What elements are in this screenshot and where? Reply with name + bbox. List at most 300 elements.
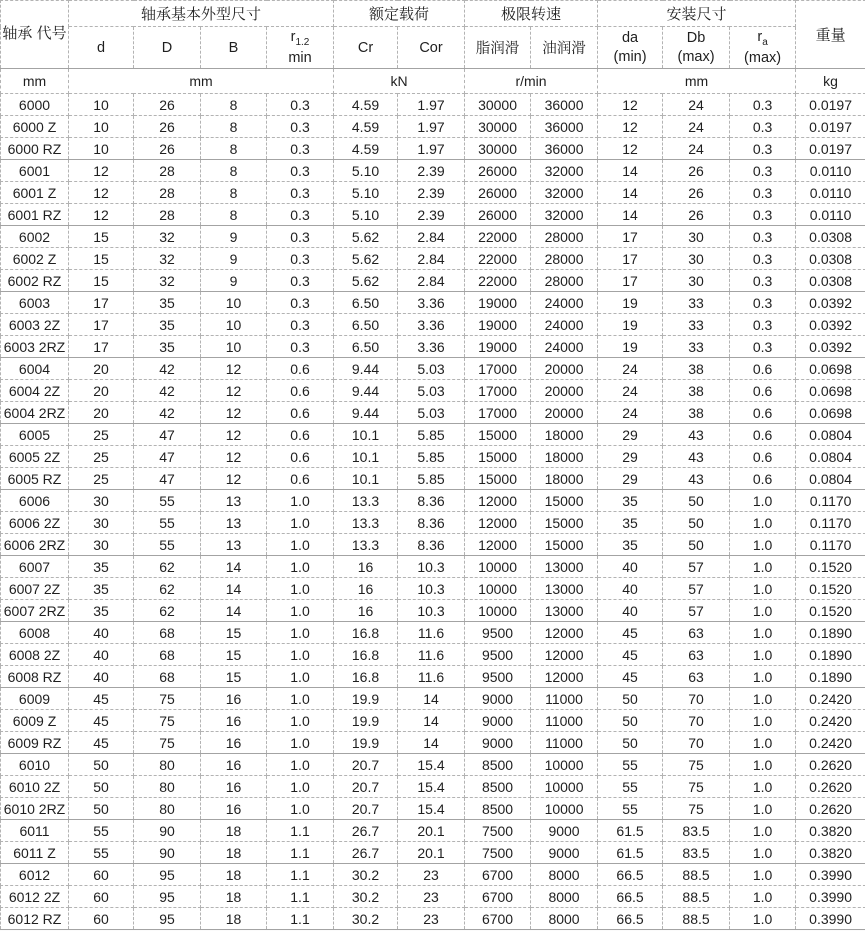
cell-Cor: 23 (398, 886, 465, 908)
cell-grease_rpm: 6700 (465, 886, 531, 908)
cell-Cr: 5.10 (334, 160, 398, 182)
bearing-code: 6011 (1, 820, 69, 842)
cell-d: 20 (69, 402, 134, 424)
cell-oil_rpm: 12000 (531, 666, 598, 688)
cell-weight_kg: 0.2420 (796, 710, 865, 732)
cell-oil_rpm: 12000 (531, 644, 598, 666)
cell-r12_min: 1.0 (267, 666, 334, 688)
bearing-code: 6002 RZ (1, 270, 69, 292)
bearing-code: 6008 (1, 622, 69, 644)
cell-grease_rpm: 22000 (465, 248, 531, 270)
cell-r12_min: 0.3 (267, 226, 334, 248)
cell-d: 20 (69, 380, 134, 402)
cell-r12_min: 1.0 (267, 754, 334, 776)
cell-oil_rpm: 10000 (531, 754, 598, 776)
cell-ra_max: 0.3 (730, 160, 796, 182)
cell-Cr: 30.2 (334, 864, 398, 886)
cell-Cr: 16.8 (334, 666, 398, 688)
cell-d: 30 (69, 490, 134, 512)
cell-Db_max: 38 (663, 358, 730, 380)
cell-grease_rpm: 10000 (465, 556, 531, 578)
cell-r12_min: 0.3 (267, 248, 334, 270)
cell-D: 90 (134, 820, 201, 842)
cell-Cr: 4.59 (334, 94, 398, 116)
table-row (1, 534, 865, 556)
cell-d: 17 (69, 314, 134, 336)
cell-r12_min: 0.3 (267, 182, 334, 204)
table-row (1, 402, 865, 424)
cell-d: 60 (69, 908, 134, 930)
unit-code: mm (1, 69, 69, 94)
cell-oil_rpm: 28000 (531, 270, 598, 292)
cell-d: 50 (69, 776, 134, 798)
cell-D: 55 (134, 490, 201, 512)
cell-da_min: 12 (598, 94, 663, 116)
cell-oil_rpm: 10000 (531, 776, 598, 798)
cell-d: 15 (69, 270, 134, 292)
cell-d: 20 (69, 358, 134, 380)
cell-r12_min: 0.6 (267, 380, 334, 402)
cell-D: 90 (134, 842, 201, 864)
cell-grease_rpm: 30000 (465, 116, 531, 138)
cell-grease_rpm: 19000 (465, 314, 531, 336)
cell-ra_max: 1.0 (730, 512, 796, 534)
cell-B: 15 (201, 644, 267, 666)
cell-weight_kg: 0.0392 (796, 336, 865, 358)
cell-B: 16 (201, 710, 267, 732)
table-row (1, 776, 865, 798)
unit-mounting: mm (598, 69, 796, 94)
bearing-code: 6010 (1, 754, 69, 776)
cell-da_min: 35 (598, 512, 663, 534)
cell-Db_max: 75 (663, 798, 730, 820)
cell-D: 62 (134, 578, 201, 600)
cell-grease_rpm: 12000 (465, 534, 531, 556)
cell-Cr: 5.10 (334, 182, 398, 204)
cell-D: 80 (134, 754, 201, 776)
cell-oil_rpm: 18000 (531, 468, 598, 490)
table-row (1, 182, 865, 204)
header-d: d (69, 27, 134, 69)
bearing-code: 6001 RZ (1, 204, 69, 226)
cell-d: 10 (69, 138, 134, 160)
cell-Db_max: 30 (663, 248, 730, 270)
cell-Db_max: 83.5 (663, 820, 730, 842)
cell-Cor: 3.36 (398, 336, 465, 358)
cell-B: 13 (201, 534, 267, 556)
cell-grease_rpm: 15000 (465, 424, 531, 446)
cell-d: 40 (69, 622, 134, 644)
cell-weight_kg: 0.1520 (796, 578, 865, 600)
cell-D: 68 (134, 666, 201, 688)
cell-ra_max: 0.3 (730, 226, 796, 248)
cell-Cr: 16.8 (334, 644, 398, 666)
cell-weight_kg: 0.2620 (796, 798, 865, 820)
bearing-code: 6009 Z (1, 710, 69, 732)
cell-weight_kg: 0.3820 (796, 820, 865, 842)
header-B: B (201, 27, 267, 69)
cell-ra_max: 0.6 (730, 402, 796, 424)
table-row (1, 512, 865, 534)
table-row (1, 270, 865, 292)
table-row (1, 666, 865, 688)
cell-B: 14 (201, 578, 267, 600)
cell-weight_kg: 0.0110 (796, 182, 865, 204)
cell-da_min: 66.5 (598, 864, 663, 886)
cell-B: 10 (201, 314, 267, 336)
bearing-code: 6012 (1, 864, 69, 886)
cell-ra_max: 1.0 (730, 908, 796, 930)
cell-weight_kg: 0.2420 (796, 688, 865, 710)
cell-d: 25 (69, 424, 134, 446)
cell-Cr: 16 (334, 556, 398, 578)
bearing-code: 6012 RZ (1, 908, 69, 930)
cell-Db_max: 26 (663, 204, 730, 226)
cell-r12_min: 1.1 (267, 820, 334, 842)
cell-grease_rpm: 9000 (465, 688, 531, 710)
cell-oil_rpm: 20000 (531, 380, 598, 402)
cell-D: 80 (134, 798, 201, 820)
table-row (1, 820, 865, 842)
cell-Cor: 23 (398, 908, 465, 930)
cell-Db_max: 33 (663, 336, 730, 358)
cell-weight_kg: 0.1520 (796, 556, 865, 578)
cell-d: 17 (69, 336, 134, 358)
cell-Cr: 6.50 (334, 336, 398, 358)
cell-weight_kg: 0.2620 (796, 776, 865, 798)
cell-da_min: 24 (598, 402, 663, 424)
cell-D: 68 (134, 622, 201, 644)
cell-ra_max: 1.0 (730, 622, 796, 644)
bearing-code: 6003 2RZ (1, 336, 69, 358)
cell-ra_max: 1.0 (730, 666, 796, 688)
cell-Cor: 14 (398, 732, 465, 754)
cell-Db_max: 43 (663, 424, 730, 446)
cell-oil_rpm: 11000 (531, 688, 598, 710)
cell-ra_max: 1.0 (730, 710, 796, 732)
cell-D: 75 (134, 710, 201, 732)
cell-Db_max: 83.5 (663, 842, 730, 864)
cell-D: 95 (134, 864, 201, 886)
cell-r12_min: 0.3 (267, 270, 334, 292)
cell-Db_max: 50 (663, 512, 730, 534)
cell-ra_max: 1.0 (730, 600, 796, 622)
cell-weight_kg: 0.0804 (796, 468, 865, 490)
cell-B: 8 (201, 116, 267, 138)
cell-Cor: 5.85 (398, 424, 465, 446)
cell-Cor: 1.97 (398, 94, 465, 116)
cell-Db_max: 38 (663, 402, 730, 424)
cell-da_min: 17 (598, 270, 663, 292)
cell-Cor: 10.3 (398, 578, 465, 600)
bearing-code: 6002 (1, 226, 69, 248)
cell-Db_max: 24 (663, 116, 730, 138)
cell-D: 26 (134, 116, 201, 138)
cell-da_min: 66.5 (598, 886, 663, 908)
cell-grease_rpm: 6700 (465, 864, 531, 886)
cell-r12_min: 0.3 (267, 292, 334, 314)
cell-d: 45 (69, 688, 134, 710)
cell-B: 8 (201, 182, 267, 204)
table-row (1, 138, 865, 160)
cell-D: 95 (134, 908, 201, 930)
bearing-code: 6011 Z (1, 842, 69, 864)
cell-Cor: 10.3 (398, 556, 465, 578)
cell-oil_rpm: 11000 (531, 732, 598, 754)
bearing-code: 6010 2RZ (1, 798, 69, 820)
cell-oil_rpm: 8000 (531, 908, 598, 930)
cell-Cor: 15.4 (398, 776, 465, 798)
cell-Cr: 10.1 (334, 468, 398, 490)
cell-Cor: 23 (398, 864, 465, 886)
cell-da_min: 35 (598, 534, 663, 556)
cell-Cor: 2.84 (398, 226, 465, 248)
cell-B: 18 (201, 886, 267, 908)
cell-ra_max: 0.3 (730, 116, 796, 138)
cell-weight_kg: 0.0308 (796, 226, 865, 248)
bearing-code: 6004 (1, 358, 69, 380)
cell-oil_rpm: 13000 (531, 556, 598, 578)
bearing-code: 6005 RZ (1, 468, 69, 490)
cell-r12_min: 1.0 (267, 798, 334, 820)
table-row (1, 688, 865, 710)
cell-weight_kg: 0.1890 (796, 622, 865, 644)
cell-da_min: 19 (598, 314, 663, 336)
cell-B: 16 (201, 754, 267, 776)
bearing-code: 6009 RZ (1, 732, 69, 754)
cell-B: 12 (201, 424, 267, 446)
cell-d: 50 (69, 754, 134, 776)
cell-Db_max: 75 (663, 776, 730, 798)
cell-da_min: 24 (598, 358, 663, 380)
cell-Cor: 11.6 (398, 644, 465, 666)
cell-ra_max: 0.3 (730, 204, 796, 226)
cell-Db_max: 50 (663, 490, 730, 512)
cell-Db_max: 30 (663, 226, 730, 248)
cell-weight_kg: 0.0110 (796, 160, 865, 182)
cell-Cr: 13.3 (334, 512, 398, 534)
table-row (1, 314, 865, 336)
bearing-code: 6001 Z (1, 182, 69, 204)
cell-ra_max: 0.3 (730, 138, 796, 160)
cell-da_min: 12 (598, 116, 663, 138)
header-group-limit-speed: 极限转速 (465, 1, 598, 27)
cell-Db_max: 38 (663, 380, 730, 402)
cell-r12_min: 1.1 (267, 864, 334, 886)
cell-Cr: 26.7 (334, 842, 398, 864)
cell-B: 16 (201, 776, 267, 798)
header-weight: 重量 (796, 1, 865, 69)
cell-D: 42 (134, 380, 201, 402)
cell-r12_min: 1.0 (267, 556, 334, 578)
cell-Cr: 9.44 (334, 358, 398, 380)
table-row (1, 600, 865, 622)
cell-r12_min: 1.0 (267, 710, 334, 732)
bearing-code: 6006 (1, 490, 69, 512)
cell-d: 55 (69, 842, 134, 864)
unit-weight: kg (796, 69, 865, 94)
cell-da_min: 61.5 (598, 820, 663, 842)
cell-weight_kg: 0.0308 (796, 248, 865, 270)
cell-ra_max: 1.0 (730, 842, 796, 864)
cell-B: 16 (201, 798, 267, 820)
cell-Db_max: 24 (663, 94, 730, 116)
cell-r12_min: 0.3 (267, 138, 334, 160)
bearing-code: 6007 (1, 556, 69, 578)
cell-d: 17 (69, 292, 134, 314)
cell-grease_rpm: 22000 (465, 270, 531, 292)
cell-da_min: 50 (598, 688, 663, 710)
unit-dimensions: mm (69, 69, 334, 94)
cell-Db_max: 43 (663, 446, 730, 468)
cell-d: 35 (69, 556, 134, 578)
cell-ra_max: 1.0 (730, 820, 796, 842)
table-row (1, 754, 865, 776)
cell-r12_min: 1.0 (267, 512, 334, 534)
cell-d: 30 (69, 534, 134, 556)
table-row (1, 94, 865, 116)
cell-ra_max: 1.0 (730, 556, 796, 578)
cell-oil_rpm: 8000 (531, 864, 598, 886)
table-row (1, 710, 865, 732)
cell-da_min: 19 (598, 292, 663, 314)
cell-d: 10 (69, 94, 134, 116)
cell-d: 15 (69, 226, 134, 248)
unit-load: kN (334, 69, 465, 94)
cell-da_min: 14 (598, 182, 663, 204)
cell-ra_max: 0.3 (730, 182, 796, 204)
cell-da_min: 55 (598, 798, 663, 820)
header-Cor: Cor (398, 27, 465, 69)
cell-Cor: 2.39 (398, 160, 465, 182)
cell-Cor: 10.3 (398, 600, 465, 622)
cell-Db_max: 70 (663, 732, 730, 754)
cell-weight_kg: 0.1890 (796, 666, 865, 688)
cell-oil_rpm: 36000 (531, 138, 598, 160)
cell-B: 8 (201, 204, 267, 226)
cell-oil_rpm: 24000 (531, 314, 598, 336)
cell-B: 12 (201, 446, 267, 468)
cell-da_min: 29 (598, 446, 663, 468)
cell-B: 14 (201, 600, 267, 622)
cell-Cor: 11.6 (398, 666, 465, 688)
cell-oil_rpm: 20000 (531, 358, 598, 380)
cell-Db_max: 70 (663, 688, 730, 710)
cell-Cr: 10.1 (334, 424, 398, 446)
cell-grease_rpm: 12000 (465, 490, 531, 512)
cell-Cor: 8.36 (398, 512, 465, 534)
cell-Cr: 6.50 (334, 314, 398, 336)
table-row (1, 842, 865, 864)
cell-ra_max: 1.0 (730, 688, 796, 710)
cell-Db_max: 75 (663, 754, 730, 776)
cell-D: 75 (134, 732, 201, 754)
cell-D: 42 (134, 358, 201, 380)
cell-Cr: 6.50 (334, 292, 398, 314)
cell-d: 35 (69, 600, 134, 622)
cell-D: 75 (134, 688, 201, 710)
cell-r12_min: 1.0 (267, 600, 334, 622)
cell-D: 47 (134, 424, 201, 446)
cell-weight_kg: 0.3990 (796, 886, 865, 908)
cell-Cr: 9.44 (334, 402, 398, 424)
table-body (1, 94, 865, 930)
unit-speed: r/min (465, 69, 598, 94)
cell-Cor: 2.39 (398, 204, 465, 226)
cell-oil_rpm: 32000 (531, 160, 598, 182)
bearing-code: 6004 2Z (1, 380, 69, 402)
cell-weight_kg: 0.0197 (796, 138, 865, 160)
bearing-code: 6007 2RZ (1, 600, 69, 622)
cell-ra_max: 1.0 (730, 754, 796, 776)
cell-grease_rpm: 9500 (465, 666, 531, 688)
cell-d: 25 (69, 446, 134, 468)
cell-weight_kg: 0.2420 (796, 732, 865, 754)
cell-r12_min: 0.6 (267, 446, 334, 468)
header-bearing-code: 轴承 代号 (1, 1, 69, 69)
cell-Cor: 2.84 (398, 248, 465, 270)
cell-D: 26 (134, 138, 201, 160)
cell-weight_kg: 0.2620 (796, 754, 865, 776)
cell-grease_rpm: 15000 (465, 468, 531, 490)
cell-Db_max: 24 (663, 138, 730, 160)
header-D: D (134, 27, 201, 69)
cell-grease_rpm: 19000 (465, 336, 531, 358)
cell-d: 50 (69, 798, 134, 820)
cell-ra_max: 0.3 (730, 270, 796, 292)
cell-D: 95 (134, 886, 201, 908)
cell-ra_max: 0.3 (730, 94, 796, 116)
cell-d: 10 (69, 116, 134, 138)
cell-grease_rpm: 9000 (465, 710, 531, 732)
cell-da_min: 40 (598, 578, 663, 600)
table-row (1, 798, 865, 820)
cell-weight_kg: 0.0197 (796, 94, 865, 116)
cell-B: 16 (201, 732, 267, 754)
cell-B: 15 (201, 666, 267, 688)
cell-Cr: 4.59 (334, 138, 398, 160)
cell-Db_max: 26 (663, 182, 730, 204)
cell-oil_rpm: 24000 (531, 336, 598, 358)
cell-D: 55 (134, 534, 201, 556)
cell-Db_max: 88.5 (663, 864, 730, 886)
bearing-code: 6010 2Z (1, 776, 69, 798)
cell-Cor: 2.39 (398, 182, 465, 204)
cell-r12_min: 1.0 (267, 622, 334, 644)
table-row (1, 864, 865, 886)
cell-ra_max: 1.0 (730, 534, 796, 556)
cell-da_min: 66.5 (598, 908, 663, 930)
cell-Cr: 19.9 (334, 688, 398, 710)
cell-B: 14 (201, 556, 267, 578)
bearing-code: 6001 (1, 160, 69, 182)
cell-oil_rpm: 9000 (531, 820, 598, 842)
cell-da_min: 35 (598, 490, 663, 512)
cell-Cr: 10.1 (334, 446, 398, 468)
header-group-rated-load: 额定载荷 (334, 1, 465, 27)
bearing-code: 6003 (1, 292, 69, 314)
table-row (1, 468, 865, 490)
cell-B: 18 (201, 908, 267, 930)
cell-Cr: 30.2 (334, 886, 398, 908)
table-row (1, 490, 865, 512)
cell-B: 18 (201, 842, 267, 864)
cell-Db_max: 33 (663, 314, 730, 336)
cell-weight_kg: 0.0804 (796, 424, 865, 446)
cell-oil_rpm: 20000 (531, 402, 598, 424)
cell-grease_rpm: 8500 (465, 798, 531, 820)
cell-grease_rpm: 8500 (465, 776, 531, 798)
